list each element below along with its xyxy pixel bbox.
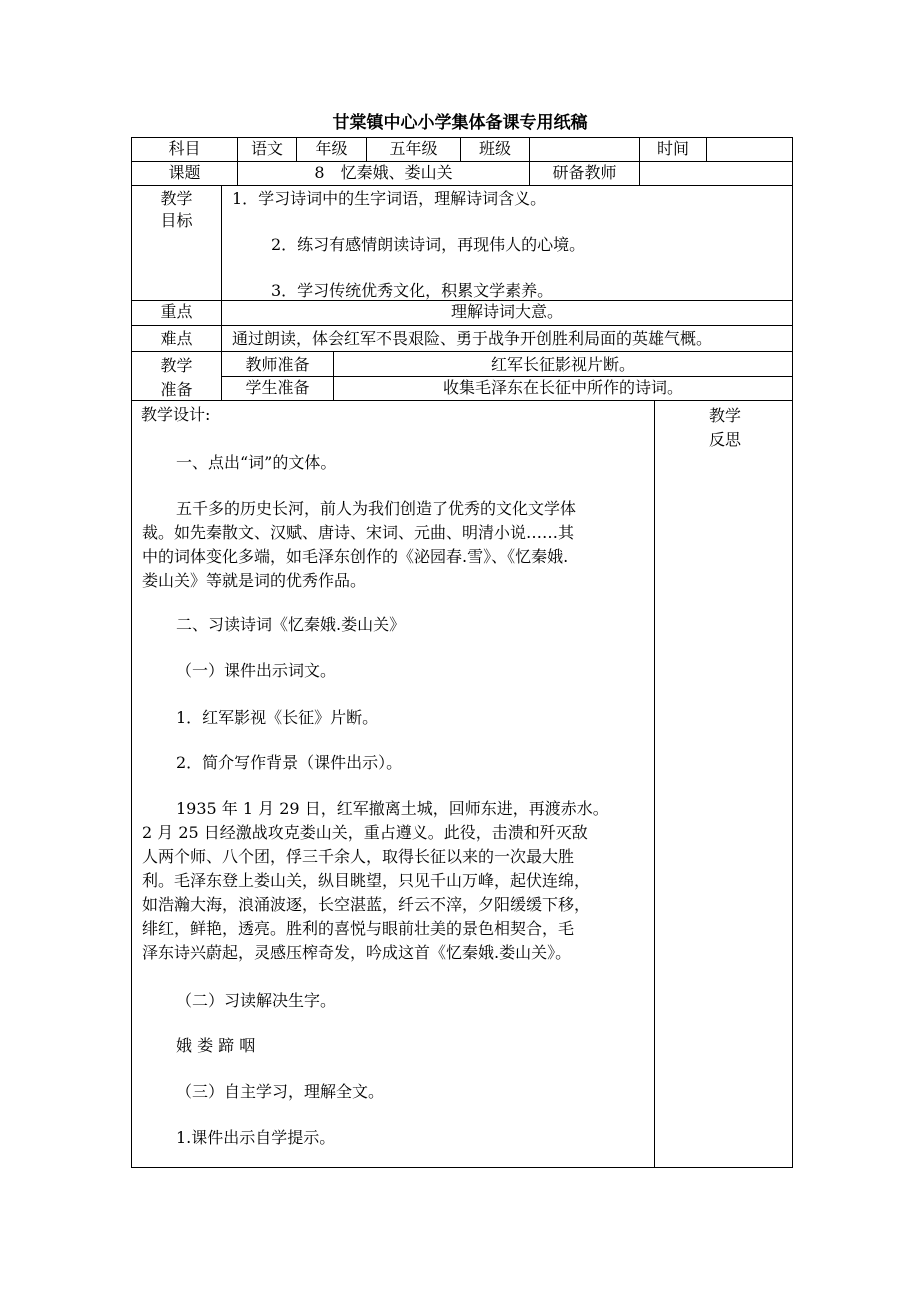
time-label: 时间 bbox=[656, 139, 689, 158]
paragraph-line: 裁。如先秦散文、汉赋、唐诗、宋词、元曲、明清小说……其 bbox=[142, 523, 575, 542]
class-label-cell bbox=[460, 137, 530, 162]
subject-value-cell bbox=[237, 137, 297, 162]
teacher-prep-value-cell bbox=[333, 351, 793, 377]
prep-label-line2: 准备 bbox=[160, 380, 193, 399]
grade-label: 年级 bbox=[315, 139, 348, 158]
design-label: 教学设计: bbox=[141, 405, 211, 424]
time-label-cell bbox=[639, 137, 707, 162]
paragraph-line: 中的词体变化多端，如毛泽东创作的《泌园春.雪》、《忆秦娥. bbox=[142, 547, 569, 566]
difficulty-value-cell bbox=[221, 325, 793, 352]
goal-item: 3．学习传统优秀文化，积累文学素养。 bbox=[271, 281, 554, 300]
lesson-label: 课题 bbox=[168, 163, 201, 182]
teacher-prep-label-cell bbox=[221, 351, 334, 377]
paragraph-line: 娄山关》等就是词的优秀作品。 bbox=[142, 571, 367, 590]
goals-label-line2: 目标 bbox=[160, 211, 193, 230]
vocab-chars: 娥 娄 蹄 咽 bbox=[176, 1036, 256, 1055]
paragraph-line: 五千多的历史长河，前人为我们创造了优秀的文化文学体 bbox=[176, 499, 577, 518]
student-prep-label-cell bbox=[221, 376, 334, 401]
goal-item: 1．学习诗词中的生字词语，理解诗词含义。 bbox=[232, 189, 547, 208]
grade-value-cell bbox=[366, 137, 461, 162]
class-label: 班级 bbox=[478, 139, 511, 158]
lesson-value: 8 忆秦娥、娄山关 bbox=[314, 163, 453, 182]
paragraph-line: 1935 年 1 月 29 日，红军撤离土城，回师东进，再渡赤水。 bbox=[176, 799, 609, 818]
paragraph-line: 人两个师、八个团，俘三千余人，取得长征以来的一次最大胜 bbox=[142, 847, 575, 866]
paragraph-line: 如浩瀚大海，浪涌波逐，长空湛蓝，纤云不滓，夕阳缓缓下移， bbox=[142, 895, 591, 914]
time-value-cell bbox=[706, 137, 793, 162]
list-item: 2．简介写作背景（课件出示）。 bbox=[176, 753, 403, 772]
keypoint-value-cell bbox=[221, 300, 793, 326]
teacher-prep-label: 教师准备 bbox=[245, 355, 310, 374]
sub-heading: （二）习读解决生字。 bbox=[176, 991, 337, 1010]
goals-label-line1: 教学 bbox=[160, 189, 193, 208]
teacher-label-cell bbox=[529, 161, 640, 186]
subject-label-cell bbox=[131, 137, 238, 162]
teacher-label: 研备教师 bbox=[552, 163, 617, 182]
goals-content-cell bbox=[221, 185, 793, 301]
prep-label-cell bbox=[131, 351, 222, 401]
sub-heading: （一）课件出示词文。 bbox=[176, 661, 337, 680]
grade-value: 五年级 bbox=[389, 139, 438, 158]
page-title: 甘棠镇中心小学集体备课专用纸稿 bbox=[332, 113, 588, 133]
subject-value: 语文 bbox=[250, 139, 283, 158]
keypoint-label: 重点 bbox=[160, 302, 193, 321]
paragraph-line: 绯红，鲜艳，透亮。胜利的喜悦与眼前壮美的景色相契合，毛 bbox=[142, 919, 575, 938]
section-heading: 二、习读诗词《忆秦娥.娄山关》 bbox=[176, 615, 406, 634]
subject-label: 科目 bbox=[168, 139, 201, 158]
difficulty-label: 难点 bbox=[160, 329, 193, 348]
lesson-value-cell bbox=[237, 161, 530, 186]
student-prep-label: 学生准备 bbox=[245, 378, 310, 397]
paragraph-line: 2 月 25 日经激战攻克娄山关，重占遵义。此役，击溃和歼灭敌 bbox=[142, 823, 588, 842]
grade-label-cell bbox=[296, 137, 367, 162]
teacher-value-cell bbox=[639, 161, 793, 186]
paragraph-line: 利。毛泽东登上娄山关，纵目眺望，只见千山万峰，起伏连绵， bbox=[142, 871, 591, 890]
goals-label-cell bbox=[131, 185, 222, 301]
student-prep-value: 收集毛泽东在长征中所作的诗词。 bbox=[442, 378, 683, 397]
reflection-label-line2: 反思 bbox=[708, 430, 741, 449]
difficulty-value: 通过朗读，体会红军不畏艰险、勇于战争开创胜利局面的英雄气概。 bbox=[232, 329, 713, 348]
lesson-label-cell bbox=[131, 161, 238, 186]
difficulty-label-cell bbox=[131, 325, 222, 352]
keypoint-label-cell bbox=[131, 300, 222, 326]
list-item: 1．红军影视《长征》片断。 bbox=[176, 708, 379, 727]
student-prep-value-cell bbox=[333, 376, 793, 401]
sub-heading: （三）自主学习，理解全文。 bbox=[176, 1082, 385, 1101]
keypoint-value: 理解诗词大意。 bbox=[450, 302, 563, 321]
paragraph-line: 泽东诗兴蔚起，灵感压榨奇发，吟成这首《忆秦娥.娄山关》。 bbox=[142, 943, 572, 962]
class-value-cell bbox=[529, 137, 640, 162]
reflection-label-line1: 教学 bbox=[708, 406, 741, 425]
list-item: 1.课件出示自学提示。 bbox=[176, 1128, 336, 1147]
section-heading: 一、点出“词”的文体。 bbox=[176, 453, 337, 472]
goal-item: 2．练习有感情朗读诗词，再现伟人的心境。 bbox=[271, 235, 586, 254]
prep-label-line1: 教学 bbox=[160, 356, 193, 375]
teacher-prep-value: 红军长征影视片断。 bbox=[490, 355, 635, 374]
